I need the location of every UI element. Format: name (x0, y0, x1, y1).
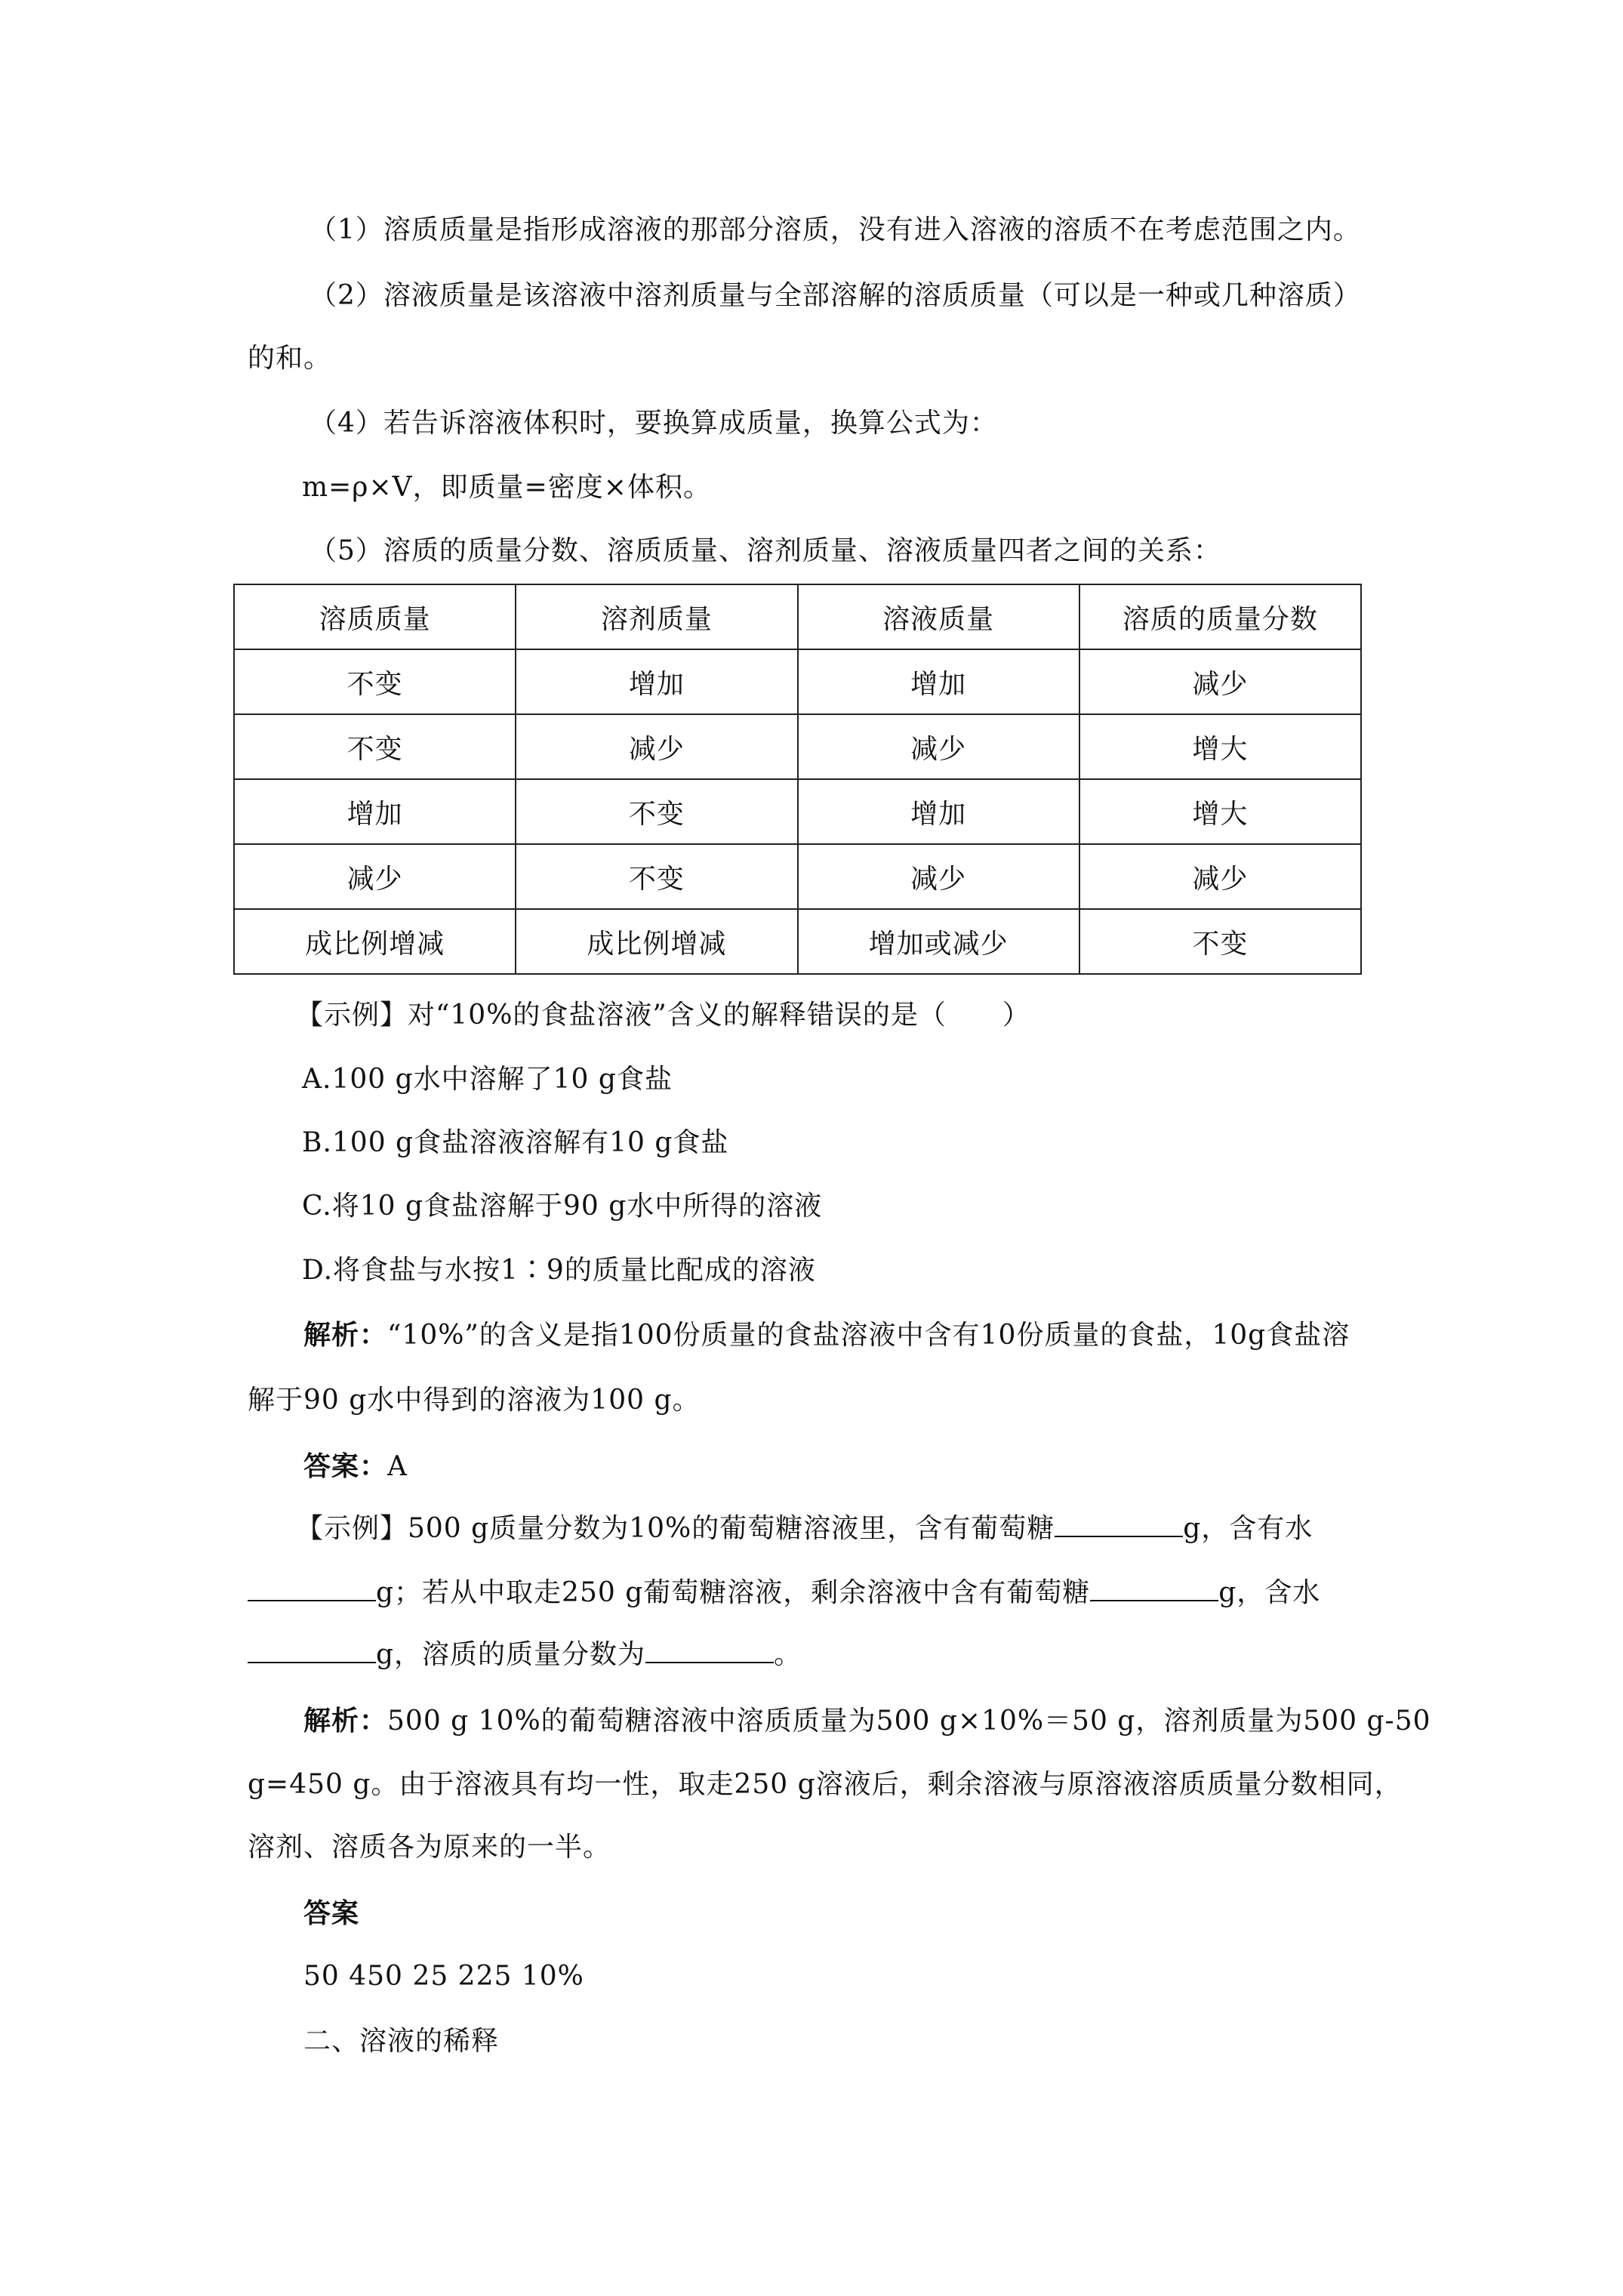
analysis-text: 500 g 10%的葡萄糖溶液中溶质质量为500 g×10%＝50 g，溶剂质量为500 g-50 (387, 1706, 1431, 1737)
example-2-answer-values: 50 450 25 225 10% (303, 1961, 584, 1992)
example-2-text: 。 (774, 1639, 802, 1670)
example-2-line-2 (248, 1576, 1320, 1610)
table-header-cell: 溶剂质量 (516, 584, 797, 649)
example-2-answer-label: 答案 (303, 1897, 360, 1929)
example-2-analysis-continued: 溶剂、溶质各为原来的一半。 (248, 1832, 611, 1863)
paragraph-2-continued: 的和。 (248, 343, 332, 374)
example-2-line-1 (296, 1512, 1313, 1546)
table-cell: 不变 (516, 779, 797, 844)
table-header-row (234, 584, 1361, 649)
table-header-cell: 溶质的质量分数 (1079, 584, 1361, 649)
table-cell: 不变 (234, 714, 516, 779)
example-2-line-3 (248, 1638, 802, 1672)
table-cell: 增大 (1079, 779, 1361, 844)
example-1-question: 【示例】对“10%的食盐溶液”含义的解释错误的是（ ） (296, 1000, 1030, 1031)
table-row (234, 714, 1361, 779)
answer-blank (1055, 1512, 1183, 1537)
table-row (234, 844, 1361, 909)
table-cell: 减少 (516, 714, 797, 779)
paragraph-2: （2）溶液质量是该溶液中溶剂质量与全部溶解的溶质质量（可以是一种或几种溶质） (310, 280, 1361, 311)
table-header-cell: 溶质质量 (234, 584, 516, 649)
table-cell: 不变 (1079, 909, 1361, 974)
table-cell: 增加 (516, 649, 797, 714)
answer-blank (1090, 1576, 1218, 1601)
table-cell: 增加 (234, 779, 516, 844)
table-cell: 减少 (1079, 649, 1361, 714)
paragraph-5: （5）溶质的质量分数、溶质质量、溶剂质量、溶液质量四者之间的关系： (310, 535, 1221, 566)
table-cell: 不变 (234, 649, 516, 714)
table-cell: 减少 (798, 714, 1079, 779)
answer-blank (248, 1638, 376, 1663)
analysis-label: 解析： (303, 1319, 388, 1351)
example-2-text: g，含水 (1218, 1577, 1321, 1608)
table-row (234, 909, 1361, 974)
paragraph-1: （1）溶质质量是指形成溶液的那部分溶质，没有进入溶液的溶质不在考虑范围之内。 (310, 214, 1361, 245)
example-1-option-c: C.将10 g食盐溶解于90 g水中所得的溶液 (302, 1191, 823, 1222)
example-2-text: 【示例】500 g质量分数为10%的葡萄糖溶液里，含有葡萄糖 (296, 1513, 1055, 1544)
table-cell: 减少 (798, 844, 1079, 909)
table-cell: 增加或减少 (798, 909, 1079, 974)
example-1-option-b: B.100 g食盐溶液溶解有10 g食盐 (302, 1127, 729, 1158)
section-heading: 二、溶液的稀释 (303, 2026, 500, 2057)
example-2-text: g；若从中取走250 g葡萄糖溶液，剩余溶液中含有葡萄糖 (376, 1577, 1091, 1608)
table-cell: 增加 (798, 649, 1079, 714)
answer-label: 答案： (303, 1450, 388, 1482)
table-cell: 成比例增减 (516, 909, 797, 974)
table-cell: 减少 (234, 844, 516, 909)
table-header-cell: 溶液质量 (798, 584, 1079, 649)
table-cell: 成比例增减 (234, 909, 516, 974)
answer-blank (248, 1576, 376, 1601)
example-2-analysis-continued: g=450 g。由于溶液具有均一性，取走250 g溶液后，剩余溶液与原溶液溶质质量分数相同， (248, 1769, 1403, 1800)
table-cell: 减少 (1079, 844, 1361, 909)
example-2-analysis (303, 1703, 1431, 1739)
example-2-text: g，含有水 (1183, 1513, 1313, 1544)
answer-value: A (387, 1451, 408, 1482)
relationship-table (233, 584, 1362, 975)
example-1-answer (303, 1449, 408, 1484)
table-row (234, 649, 1361, 714)
formula-line: m=ρ×V，即质量=密度×体积。 (302, 472, 711, 503)
example-1-option-d: D.将食盐与水按1∶9的质量比配成的溶液 (302, 1255, 816, 1286)
example-1-analysis (303, 1318, 1350, 1353)
table-cell: 增加 (798, 779, 1079, 844)
table-row (234, 779, 1361, 844)
paragraph-4: （4）若告诉溶液体积时，要换算成质量，换算公式为： (310, 408, 998, 439)
table-cell: 不变 (516, 844, 797, 909)
analysis-text: “10%”的含义是指100份质量的食盐溶液中含有10份质量的食盐，10g食盐溶 (387, 1320, 1350, 1351)
table-cell: 增大 (1079, 714, 1361, 779)
example-2-text: g，溶质的质量分数为 (376, 1639, 646, 1670)
answer-blank (645, 1638, 774, 1663)
example-1-option-a: A.100 g水中溶解了10 g食盐 (302, 1064, 673, 1095)
example-1-analysis-continued: 解于90 g水中得到的溶液为100 g。 (248, 1385, 701, 1416)
analysis-label: 解析： (303, 1705, 388, 1737)
